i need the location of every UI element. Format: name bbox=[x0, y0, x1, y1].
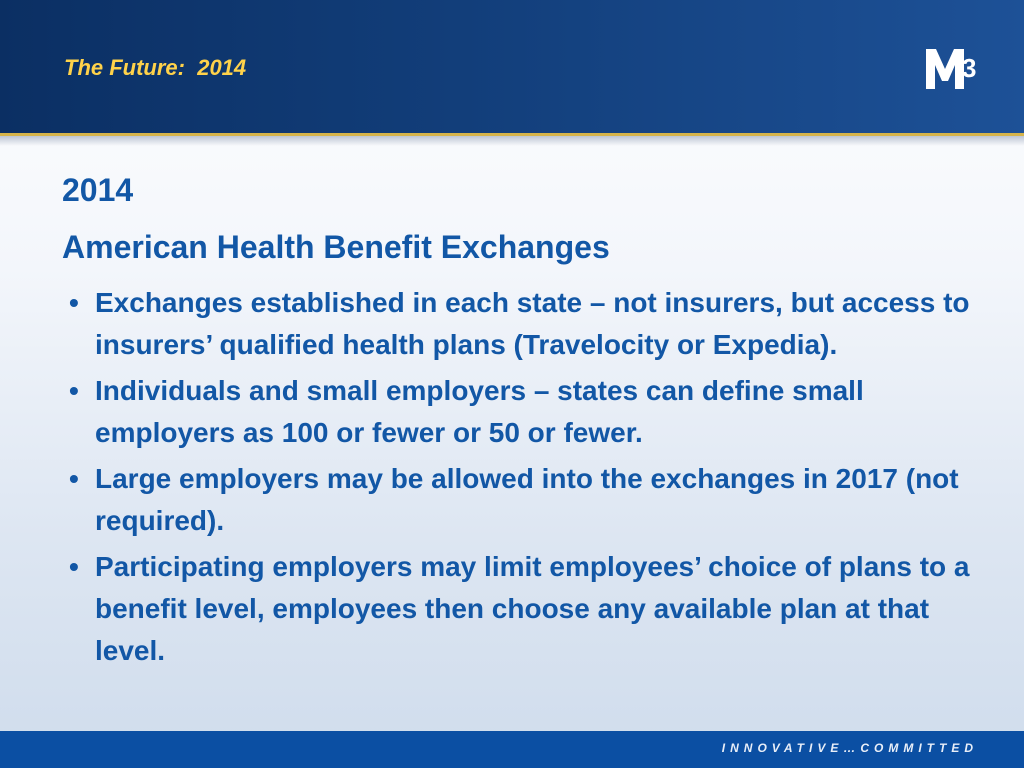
bullet-dot-icon: • bbox=[69, 375, 79, 406]
bullet-list bbox=[62, 282, 972, 672]
bullet-item bbox=[62, 458, 972, 542]
slide-heading-topic: American Health Benefit Exchanges bbox=[62, 229, 610, 265]
bullet-text: Individuals and small employers – states can define small employers as 100 or fewer or 50 or fewer. bbox=[95, 375, 864, 448]
header-bar bbox=[0, 0, 1024, 133]
header-shadow bbox=[0, 136, 1024, 146]
bullet-item bbox=[62, 282, 972, 366]
bullet-item bbox=[62, 546, 972, 672]
bullet-dot-icon: • bbox=[69, 551, 79, 582]
footer-tagline: INNOVATIVE…COMMITTED bbox=[721, 741, 978, 755]
bullet-text: Participating employers may limit employees’ choice of plans to a benefit level, employees then choose any available plan at that level. bbox=[95, 551, 970, 666]
bullet-text: Large employers may be allowed into the exchanges in 2017 (not required). bbox=[95, 463, 959, 536]
bullet-dot-icon: • bbox=[69, 463, 79, 494]
footer-bar bbox=[0, 731, 1024, 768]
bullet-dot-icon: • bbox=[69, 287, 79, 318]
svg-text:3: 3 bbox=[962, 53, 977, 83]
bullet-item bbox=[62, 370, 972, 454]
slide-heading-year: 2014 bbox=[62, 172, 134, 208]
bullet-text: Exchanges established in each state – not insurers, but access to insurers’ qualified health plans (Travelocity or Expedia). bbox=[95, 287, 970, 360]
slide-title: The Future: 2014 bbox=[64, 55, 247, 80]
slide-content bbox=[62, 168, 972, 676]
m3-logo-icon bbox=[924, 45, 978, 91]
